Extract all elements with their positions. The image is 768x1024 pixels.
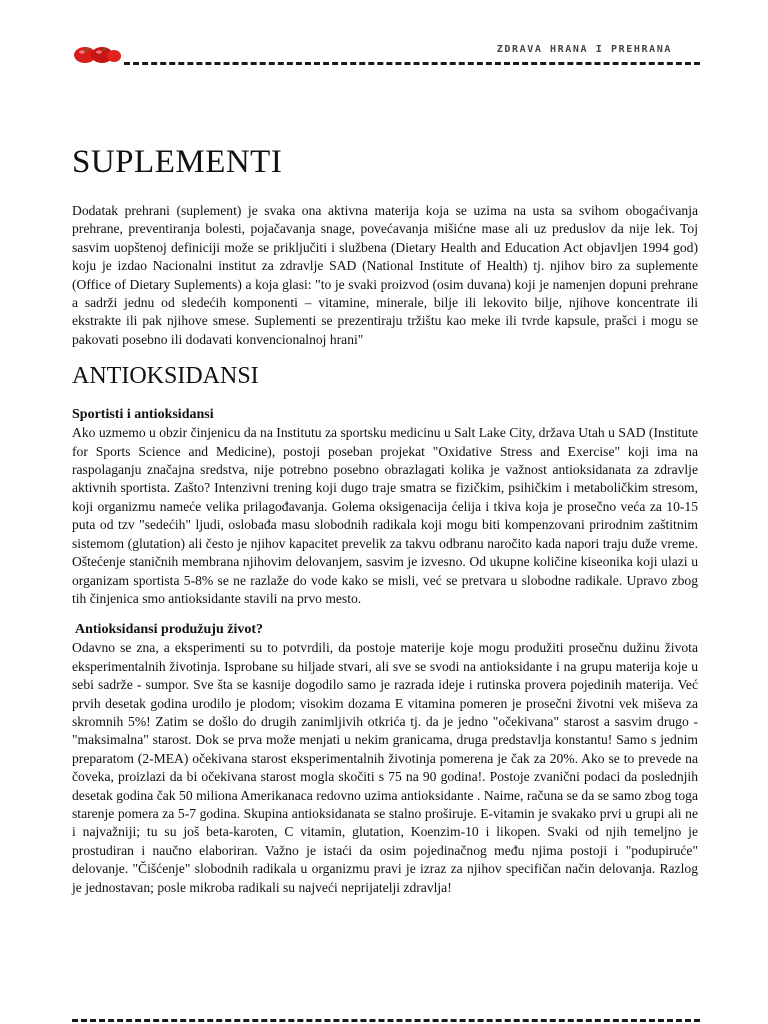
header-divider	[124, 62, 700, 65]
zivot-paragraph: Odavno se zna, a eksperimenti su to potvrdili, da postoje materije koje mogu produžiti prosečnu dužinu života eksperimentalnih životinja. Isprobane su hiljade stvari, ali sve se svodi na antioksidante i na grupu materija koje u sebi sadrže - sumpor. Sve šta se kasnije dogodilo samo je razrada ideje i rutinska provera pojedinih materija. Već prvih desetak godina urodilo je plodom; visokim dozama E vitamina pomeren je prosečni životni vek miševa za skromnih 5%! Zatim se došlo do drugih zanimljivih otkrića tj. da je jedno "očekivana" starost a sasvim drugo - "maksimalna" starost. Dok se prva može menjati u nekim granicama, druga predstavlja konstantu! Samo s jednim preparatom (2-MEA) očekivana starost eksperimentalnih životinja pomerena je čak za 20%. Ako se to prevede na čoveka, proizlazi da bi očekivana starost mogla skočiti s 75 na 90 godina!. Postoje zvanični podaci da poslednjih desetak godina čak 50 miliona Amerikanaca redovno uzima antioksidante . Naime, računa se da se samo zbog toga starenje pomera za 5-7 godina. Skupina antioksidanata se stalno proširuje. E-vitamin je svakako prvi u grupi ali ne i najvažniji; tu su još beta-karoten, C vitamin, glutation, Koenzim-10 i likopen. Svaki od njih temeljno je prostudiran i naučno elaboriran. Važno je istaći da osim pojedinačnog među njima postoji i "podupiruće" delovanje. "Čišćenje" slobodnih radikala u organizmu pravi je izraz za njihov specifičan način delovanja. Razlog je jednostavan; posle mikroba radikali su najveći neprijatelji zdravlja!	[72, 640, 698, 895]
section-title: ANTIOKSIDANSI	[72, 363, 259, 390]
footer-divider	[72, 1019, 700, 1022]
document-body	[72, 142, 698, 909]
intro-paragraph: Dodatak prehrani (suplement) je svaka ona aktivna materija koja se uzima na usta sa svihom obogaćivanja prehrane, preventiranja bolesti, pojačavanja snage, povećavanja mišićne mase ali uz preduslov da nije lek. Toj sasvim uopštenoj definiciji može se priključiti i službena (Dietary Health and Education Act objavljen 1994 god) koju je izdao Nacionalni institut za zdravlje SAD (National Institute of Health) tj. njihov biro za suplemente (Office of Dietary Suplements) a koja glasi: "to je svaki proizvod (osim duvana) koji je namenjen dopuni prehrane a sadrži jednu od sledećih komponenti – vitamine, minerale, bilje ili lekovito bilje, njihove koncentrate ili ekstrakte ili pak njihove smese. Suplementi se prezentiraju tržištu kao meke ili tvrde kapsule, prašci i mogu se pakovati posebno ili dodavati konvencionalnoj hrani"	[72, 203, 698, 347]
header-title: ZDRAVA HRANA I PREHRANA	[496, 44, 672, 55]
subsection-title-sportisti: Sportisti i antioksidansi	[72, 407, 214, 423]
sportisti-paragraph: Ako uzmemo u obzir činjenicu da na Institutu za sportsku medicinu u Salt Lake City, država Utah u SAD (Institute for Sports Science and Medicine), postoji poseban projekat "Oxidative Stress and Exercise" koji ima na raspolaganju značajna sredstva, nije potrebno posebno obrazlagati kolika je važnost antioksidanata za zdravlje aktivnih sportista. Zašto? Intenzivni trening koji dugo traje smatra se fizičkim, psihičkim i metaboličkim stresom, koji organizmu nameće velika prilagođavanja. Golema oksigenacija ćelija i tkiva koja je prosečno veća za 10-15 puta od tzv "sedećih" ljudi, oslobađa masu slobodnih radikala koji mogu biti kompenzovani prirodnim zaštitnim sistemom (glutation) ali često je njihov kapacitet prevelik za takvu odbranu naročito kada napori traju duže vreme. Oštećenje staničnih membrana njihovim delovanjem, sasvim je izvesno. Od ukupne količine kiseonika koji ulazi u organizam sportista 5-8% se ne razlaže do vode kako se misli, već se pretvara u slobodne radikale. Upravo zbog tih činjenica smo antioksidante stavili na prvo mesto.	[72, 425, 698, 606]
tomatoes-icon	[72, 42, 122, 64]
page-title: SUPLEMENTI	[72, 144, 283, 180]
subsection-title-zivot: Antioksidansi produžuju život?	[75, 622, 264, 638]
